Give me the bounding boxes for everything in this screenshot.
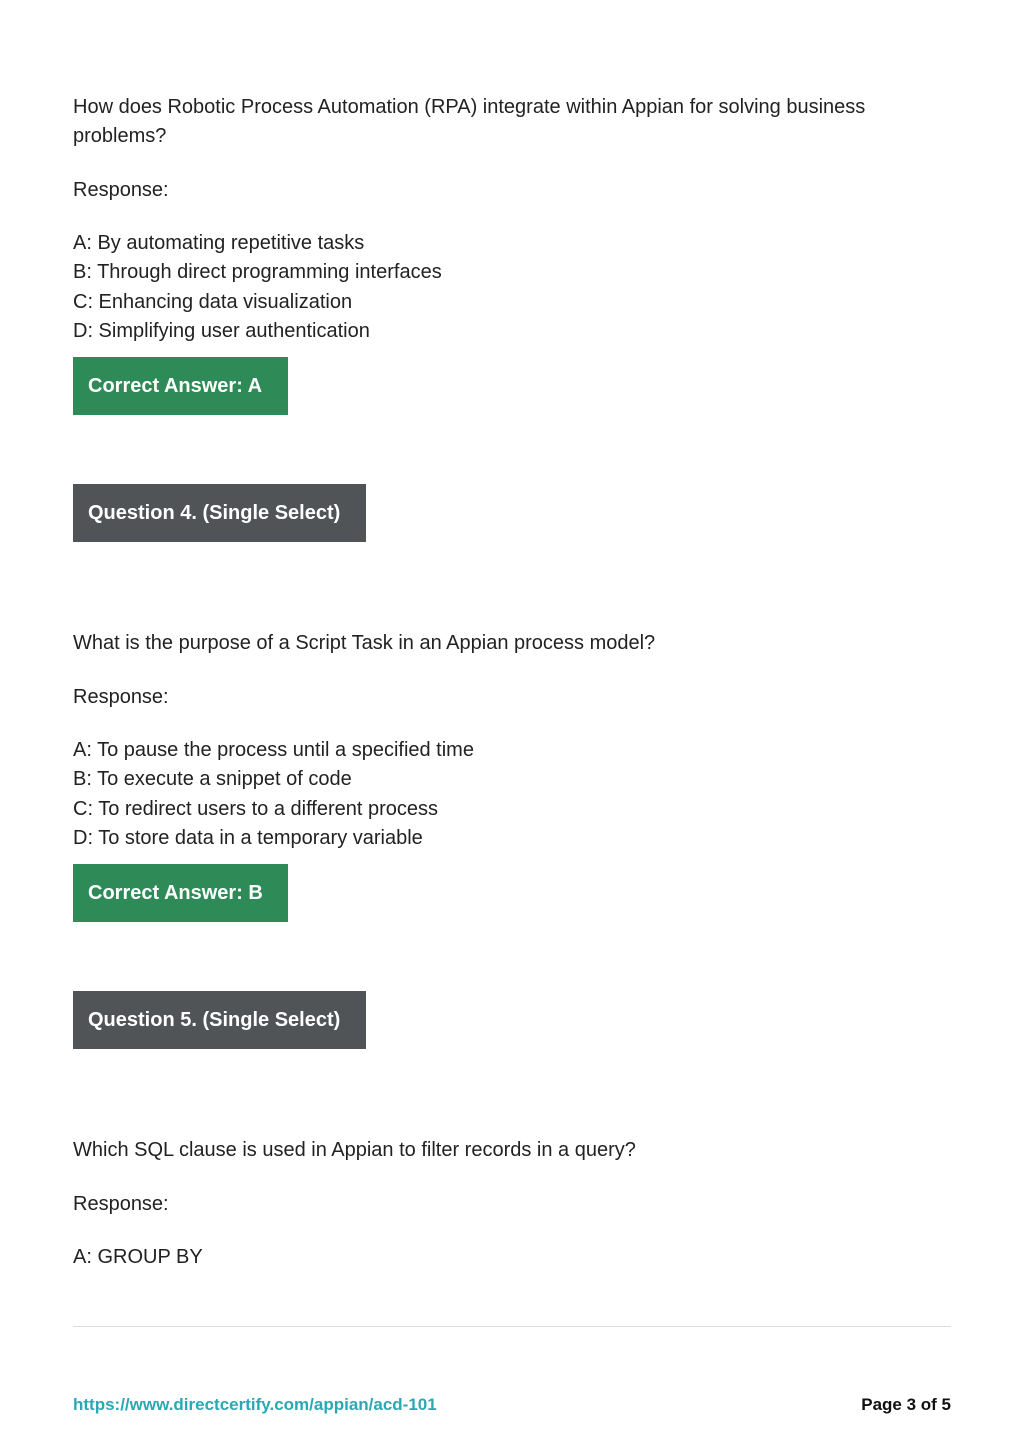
option: A: By automating repetitive tasks xyxy=(73,232,365,254)
option: D: To store data in a temporary variable xyxy=(73,827,423,849)
option: C: To redirect users to a different process xyxy=(73,798,438,820)
option: A: GROUP BY xyxy=(73,1246,203,1268)
question-text: problems? xyxy=(73,125,167,147)
footer-divider xyxy=(73,1326,951,1327)
page-number: Page 3 of 5 xyxy=(861,1395,951,1414)
option: A: To pause the process until a specified time xyxy=(73,739,474,761)
response-label: Response: xyxy=(73,1193,169,1215)
response-label: Response: xyxy=(73,179,169,201)
question-text: How does Robotic Process Automation (RPA) integrate within Appian for solving business xyxy=(73,96,866,118)
correct-answer-badge: Correct Answer: A xyxy=(73,357,288,415)
correct-answer-badge: Correct Answer: B xyxy=(73,864,288,922)
option: B: To execute a snippet of code xyxy=(73,768,352,790)
footer-link[interactable]: https://www.directcertify.com/appian/acd-101 xyxy=(73,1395,437,1414)
response-label: Response: xyxy=(73,686,169,708)
question-header: Question 5. (Single Select) xyxy=(73,991,366,1049)
question-header: Question 4. (Single Select) xyxy=(73,484,366,542)
option: D: Simplifying user authentication xyxy=(73,320,370,342)
option: C: Enhancing data visualization xyxy=(73,291,353,313)
question-text: Which SQL clause is used in Appian to filter records in a query? xyxy=(73,1139,636,1161)
option: B: Through direct programming interfaces xyxy=(73,261,442,283)
question-text: What is the purpose of a Script Task in an Appian process model? xyxy=(73,632,656,654)
